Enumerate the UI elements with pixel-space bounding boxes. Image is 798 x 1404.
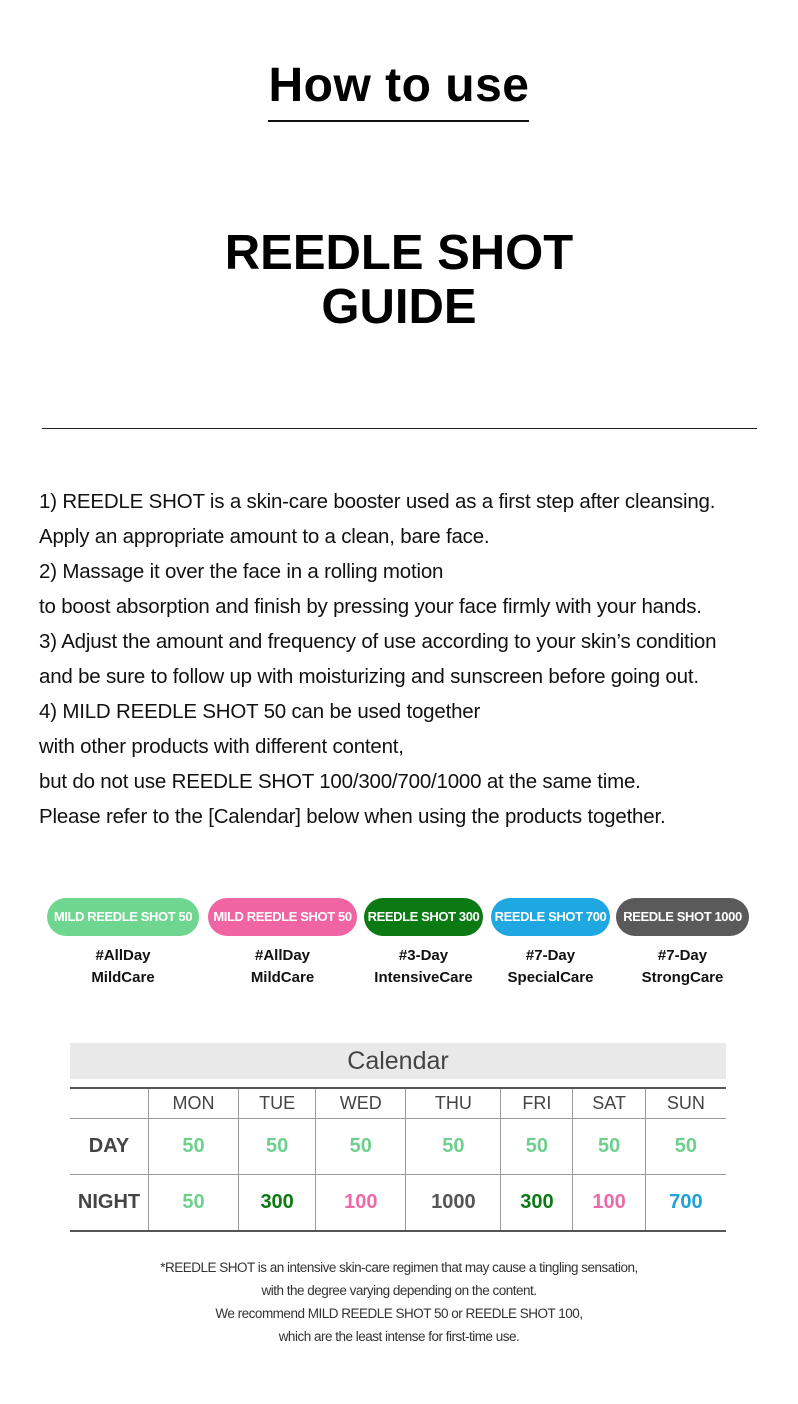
- guide-title-line-2: GUIDE: [321, 280, 477, 334]
- instruction-line: with other products with different content,: [39, 735, 404, 758]
- calendar-day-header: SUN: [645, 1088, 726, 1119]
- calendar-cell: 50: [645, 1119, 726, 1175]
- calendar-night-row: [70, 1175, 726, 1232]
- product-item: [47, 898, 199, 989]
- calendar-day-header: THU: [406, 1088, 501, 1119]
- calendar-cell: 50: [501, 1119, 573, 1175]
- calendar-title: Calendar: [70, 1043, 726, 1079]
- product-legend: [47, 898, 751, 994]
- instruction-line: Apply an appropriate amount to a clean, bare face.: [39, 525, 490, 548]
- instruction-line: 1) REEDLE SHOT is a skin-care booster used as a first step after cleansing.: [39, 490, 716, 513]
- product-care: StrongCare: [641, 969, 724, 986]
- product-badge: MILD REEDLE SHOT 50: [47, 898, 199, 936]
- product-tag: #3-Day: [398, 947, 449, 964]
- calendar-cell: 100: [573, 1175, 646, 1232]
- instruction-line: 3) Adjust the amount and frequency of use according to your skin’s condition: [39, 630, 717, 653]
- calendar-cell: 50: [149, 1175, 239, 1232]
- guide-title: [0, 226, 798, 334]
- calendar-cell: 700: [645, 1175, 726, 1232]
- product-item: [491, 898, 610, 989]
- calendar-header-row: [70, 1088, 726, 1119]
- calendar-day-header: WED: [316, 1088, 406, 1119]
- calendar-row-label: DAY: [70, 1119, 149, 1175]
- instruction-line: but do not use REEDLE SHOT 100/300/700/1000 at the same time.: [39, 770, 641, 793]
- calendar-cell: 100: [316, 1175, 406, 1232]
- calendar-cell: 1000: [406, 1175, 501, 1232]
- product-tag: #7-Day: [657, 947, 708, 964]
- calendar-corner-cell: [70, 1088, 149, 1119]
- product-item: [616, 898, 749, 989]
- calendar-day-header: SAT: [573, 1088, 646, 1119]
- calendar-cell: 300: [501, 1175, 573, 1232]
- product-badge: REEDLE SHOT 300: [364, 898, 483, 936]
- calendar-day-header: TUE: [238, 1088, 315, 1119]
- calendar-cell: 50: [316, 1119, 406, 1175]
- calendar-row-label: NIGHT: [70, 1175, 149, 1232]
- product-badge: REEDLE SHOT 1000: [616, 898, 749, 936]
- footnote-line: with the degree varying depending on the content.: [261, 1283, 537, 1298]
- page-title: How to use: [268, 59, 530, 112]
- footnote-line: *REEDLE SHOT is an intensive skin-care regimen that may cause a tingling sensation,: [160, 1260, 638, 1275]
- product-care: MildCare: [91, 969, 155, 986]
- product-item: [208, 898, 357, 989]
- product-badge: MILD REEDLE SHOT 50: [208, 898, 357, 936]
- calendar-cell: 50: [149, 1119, 239, 1175]
- product-tag: #7-Day: [525, 947, 576, 964]
- calendar-cell: 50: [406, 1119, 501, 1175]
- title-underline: [268, 120, 529, 122]
- calendar-day-header: MON: [149, 1088, 239, 1119]
- guide-title-line-1: REEDLE SHOT: [224, 226, 574, 280]
- instruction-line: and be sure to follow up with moisturizing and sunscreen before going out.: [39, 665, 699, 688]
- instruction-line: 2) Massage it over the face in a rolling motion: [39, 560, 444, 583]
- footnote: [0, 1256, 798, 1348]
- product-care: SpecialCare: [507, 969, 594, 986]
- instruction-line: to boost absorption and finish by pressing your face firmly with your hands.: [39, 595, 702, 618]
- calendar-cell: 300: [238, 1175, 315, 1232]
- instructions: [39, 484, 779, 834]
- instruction-line: 4) MILD REEDLE SHOT 50 can be used together: [39, 700, 481, 723]
- calendar-table: [70, 1087, 726, 1232]
- footnote-line: which are the least intense for first-time use.: [278, 1329, 520, 1344]
- product-badge: REEDLE SHOT 700: [491, 898, 610, 936]
- calendar-cell: 50: [573, 1119, 646, 1175]
- footnote-line: We recommend MILD REEDLE SHOT 50 or REEDLE SHOT 100,: [215, 1306, 583, 1321]
- calendar-day-header: FRI: [501, 1088, 573, 1119]
- product-care: IntensiveCare: [374, 969, 473, 986]
- calendar-day-row: [70, 1119, 726, 1175]
- instruction-line: Please refer to the [Calendar] below when using the products together.: [39, 805, 666, 828]
- product-tag: #AllDay: [254, 947, 311, 964]
- product-tag: #AllDay: [95, 947, 151, 964]
- product-item: [364, 898, 483, 989]
- product-care: MildCare: [250, 969, 315, 986]
- section-divider: [42, 428, 757, 429]
- calendar-cell: 50: [238, 1119, 315, 1175]
